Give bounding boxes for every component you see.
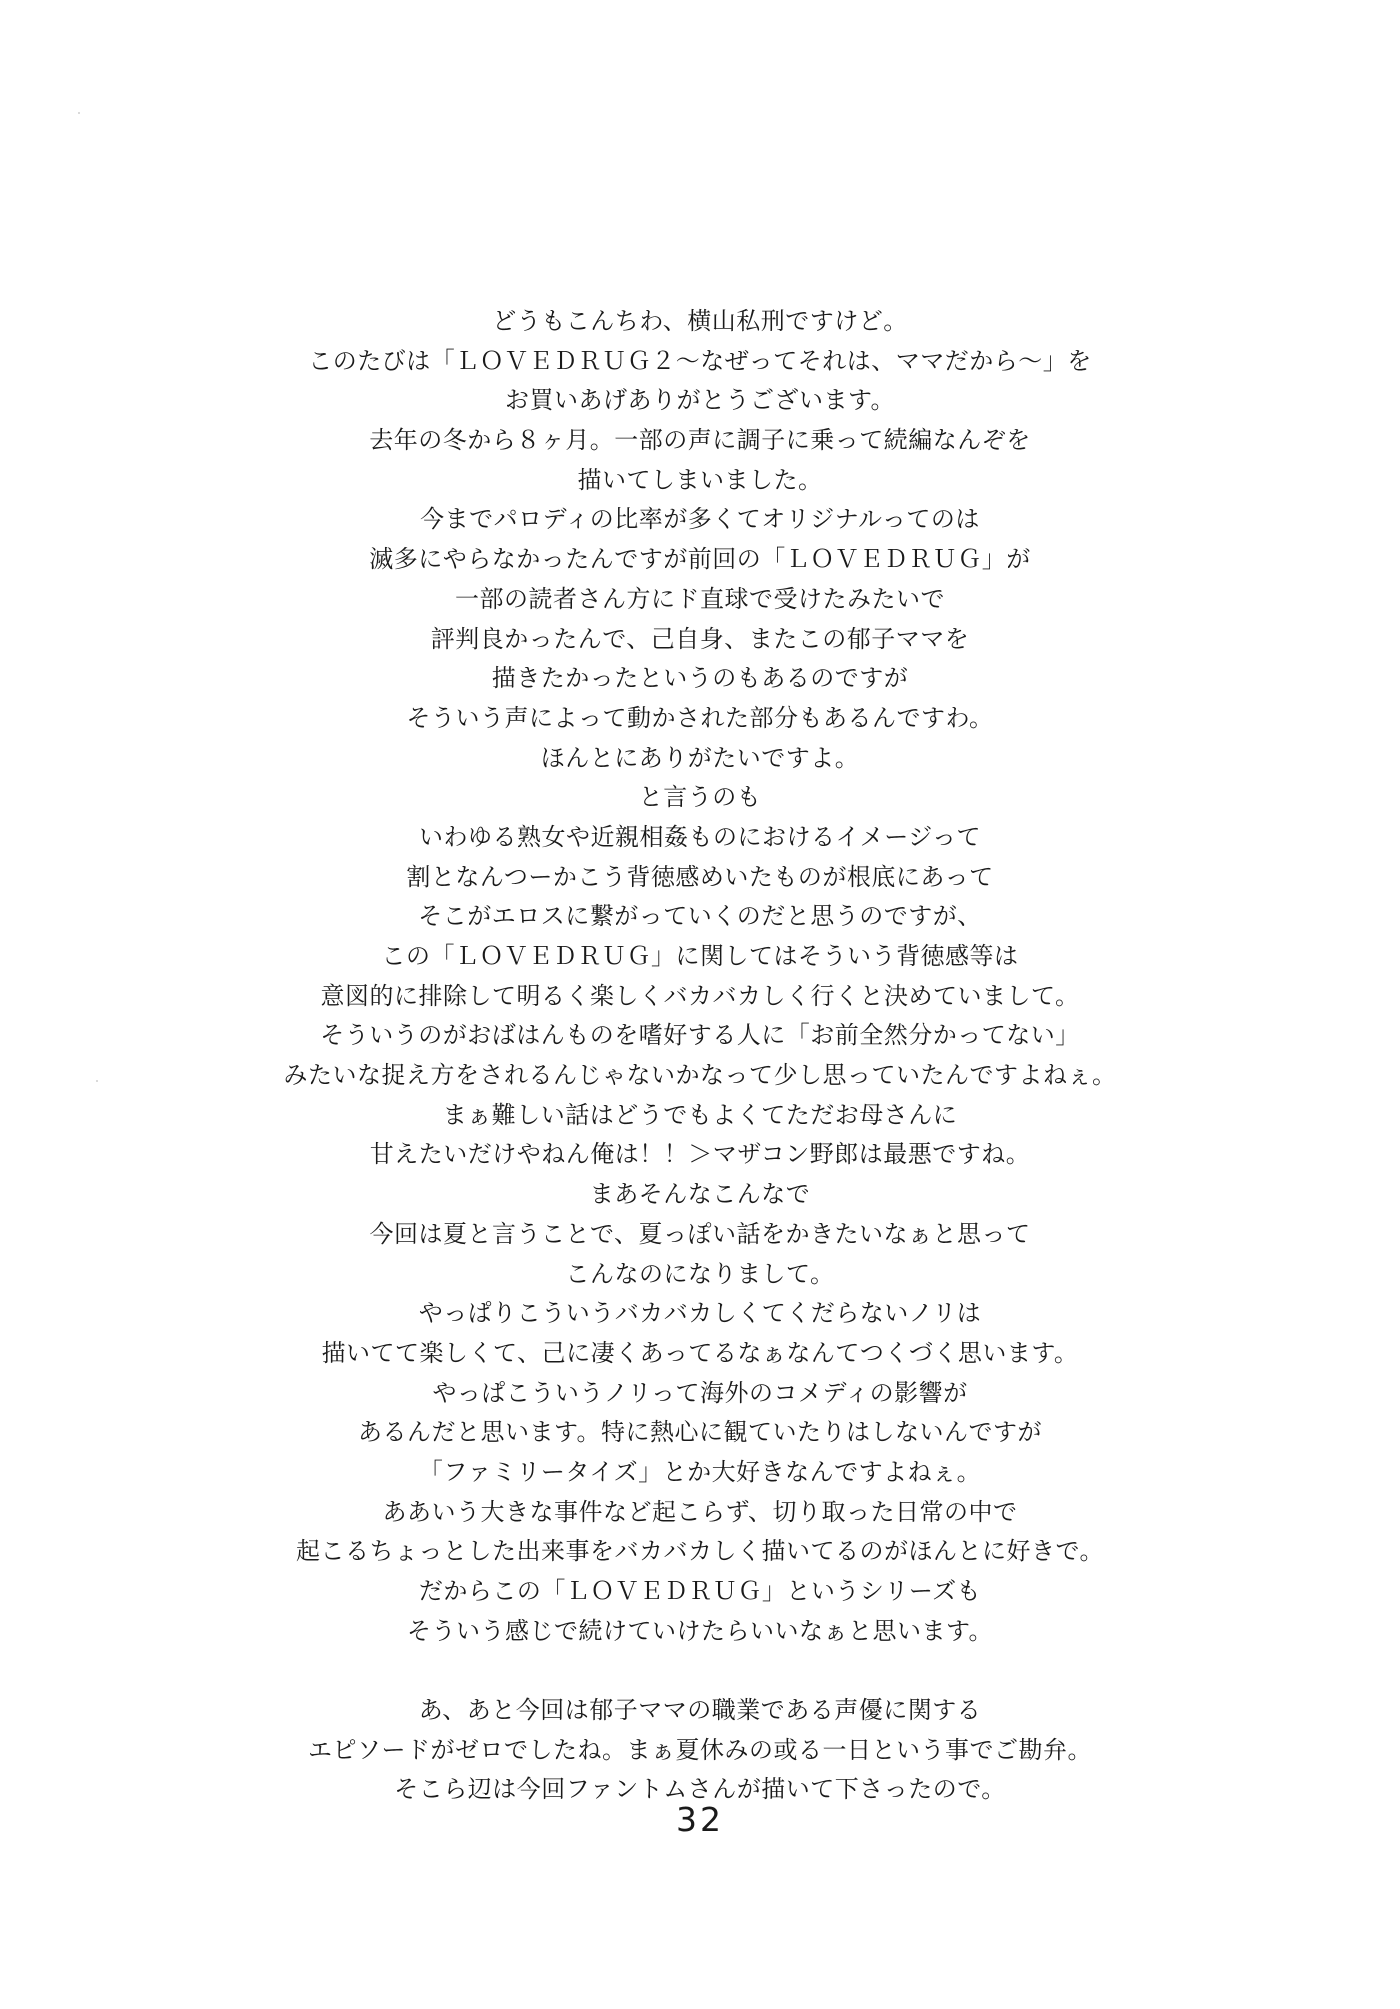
text-line: ほんとにありがたいですよ。	[540, 743, 860, 772]
text-line: 去年の冬から８ヶ月。一部の声に調子に乗って続編なんぞを	[369, 426, 1031, 455]
text-line: 割となんつーかこう背徳感めいたものが根底にあって	[406, 862, 994, 891]
text-line: そういう感じで続けていけたらいいなぁと思います。	[406, 1616, 994, 1645]
text-line: やっぱりこういうバカバカしくてくだらないノリは	[418, 1299, 982, 1328]
text-line: 滅多にやらなかったんですが前回の「ＬＯＶＥＤＲＵＧ」が	[369, 545, 1031, 574]
text-line: まぁ難しい話はどうでもよくてただお母さんに	[442, 1100, 958, 1129]
text-line: ああいう大きな事件など起こらず、切り取った日常の中で	[382, 1497, 1018, 1526]
text-line: そういうのがおばはんものを嗜好する人に「お前全然分かってない」	[320, 1021, 1080, 1050]
text-line: 意図的に排除して明るく楽しくバカバカしく行くと決めていまして。	[320, 981, 1080, 1010]
text-line: いわゆる熟女や近親相姦ものにおけるイメージって	[418, 822, 982, 851]
scan-speck	[78, 112, 80, 114]
text-line: やっぱこういうノリって海外のコメディの影響が	[432, 1378, 968, 1407]
text-line: 今までパロディの比率が多くてオリジナルってのは	[420, 505, 980, 534]
text-line: このたびは「ＬＯＶＥＤＲＵＧ２～なぜってそれは、ママだから～」を	[308, 346, 1092, 375]
text-line: エピソードがゼロでしたね。まぁ夏休みの或る一日という事でご勘弁。	[308, 1735, 1092, 1764]
afterword-paragraph-2	[0, 1691, 1400, 1810]
paragraph-gap	[0, 1651, 1400, 1691]
text-line: あるんだと思います。特に熱心に観ていたりはしないんですが	[357, 1418, 1043, 1447]
text-line: 描いてしまいました。	[577, 465, 823, 494]
text-line: 描きたかったというのもあるのですが	[491, 664, 909, 693]
text-line: 今回は夏と言うことで、夏っぽい話をかきたいなぁと思って	[369, 1219, 1031, 1248]
text-line: と言うのも	[638, 783, 762, 812]
text-line: 「ファミリータイズ」とか大好きなんですよねぇ。	[418, 1457, 982, 1486]
afterword-text	[0, 302, 1400, 1810]
text-line: 評判良かったんで、己自身、またこの郁子ママを	[430, 624, 970, 653]
text-line: みたいな捉え方をされるんじゃないかなって少し思っていたんですよねぇ。	[283, 1061, 1117, 1090]
text-line: あ、あと今回は郁子ママの職業である声優に関する	[418, 1696, 982, 1725]
text-line: まあそんなこんなで	[589, 1180, 811, 1209]
text-line: この「ＬＯＶＥＤＲＵＧ」に関してはそういう背徳感等は	[381, 942, 1019, 970]
text-line: 甘えたいだけやねん俺は！！＞マザコン野郎は最悪ですね。	[369, 1140, 1031, 1169]
text-line: 起こるちょっとした出来事をバカバカしく描いてるのがほんとに好きで。	[295, 1537, 1105, 1566]
afterword-paragraph-1	[0, 302, 1400, 1651]
text-line: そういう声によって動かされた部分もあるんですわ。	[406, 703, 994, 732]
text-line: こんなのになりまして。	[565, 1259, 835, 1288]
text-line: だからこの「ＬＯＶＥＤＲＵＧ」というシリーズも	[418, 1577, 982, 1605]
scan-speck	[96, 1080, 98, 1082]
text-line: そこがエロスに繋がっていくのだと思うのですが、	[418, 902, 982, 931]
text-line: 一部の読者さん方にド直球で受けたみたいで	[455, 584, 945, 613]
text-line: お買いあげありがとうございます。	[504, 386, 896, 415]
text-line: どうもこんちわ、横山私刑ですけど。	[492, 307, 908, 335]
page-number: 32	[676, 1800, 724, 1839]
text-line: そこら辺は今回ファントムさんが描いて下さったので。	[394, 1775, 1006, 1804]
text-line: 描いてて楽しくて、己に凄くあってるなぁなんてつくづく思います。	[321, 1338, 1079, 1367]
